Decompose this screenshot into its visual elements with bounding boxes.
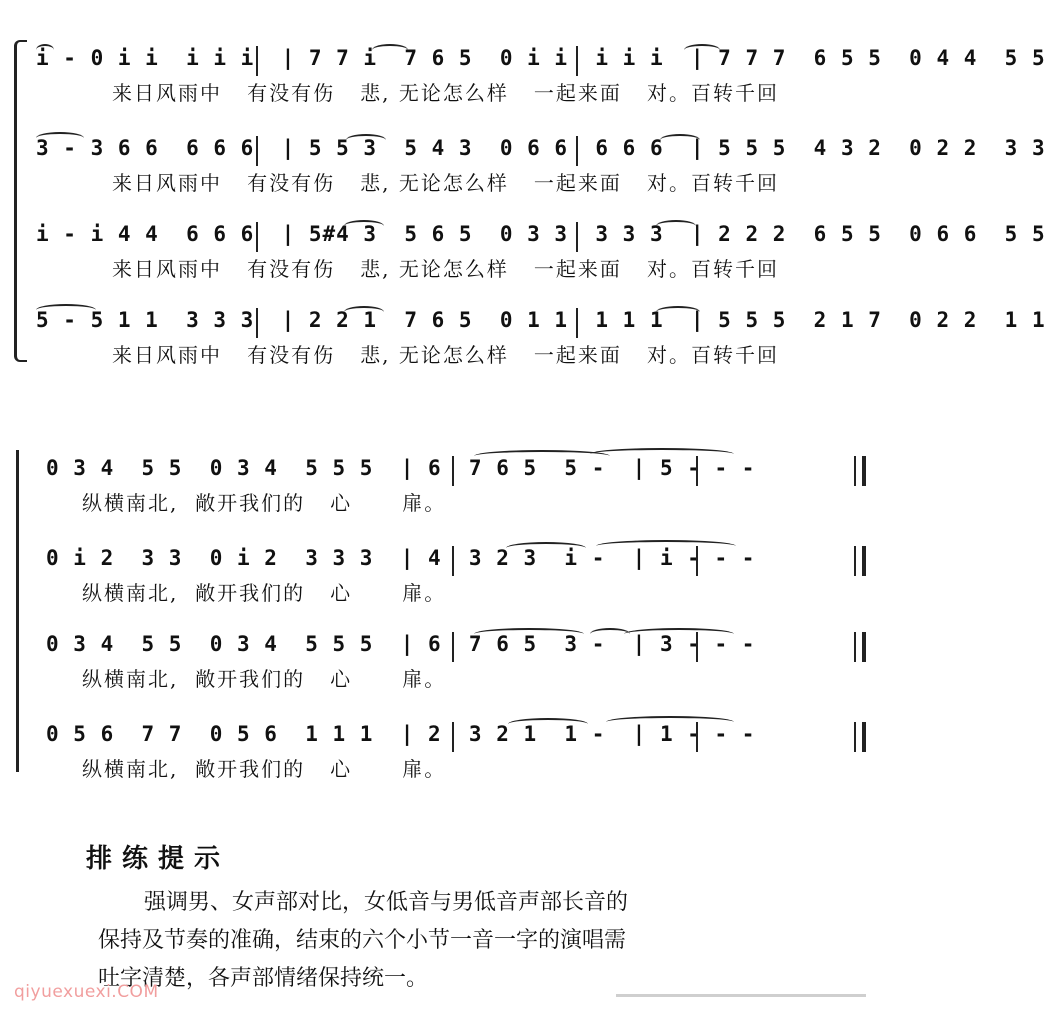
barline [452,722,454,752]
barline [576,222,578,252]
staff-lyrics: 纵横南北, 敞开我们的 心 扉。 [82,491,447,515]
staff-soprano [0,40,1046,116]
slur [624,628,734,640]
slur [344,306,384,318]
divider [616,994,866,997]
watermark: qiyuexuexi.COM [14,982,159,1002]
slur [346,134,386,146]
staff-bass [0,302,1046,378]
barline [452,546,454,576]
final-barline [854,632,866,662]
staff-notes: 0 i 2 3 3 0 i 2 3 3 3 | 4 3 2 3 i - | i - - - [46,546,756,570]
slur [344,220,384,232]
final-barline [854,546,866,576]
staff-notes: 0 3 4 5 5 0 3 4 5 5 5 | 6 7 6 5 5 - | 5 - - - [46,456,756,480]
barline [452,632,454,662]
staff-notes: 0 3 4 5 5 0 3 4 5 5 5 | 6 7 6 5 3 - | 3 - - - [46,632,756,656]
staff-notes: 3 - 3 6 6 6 6 6 | 5 5 3 5 4 3 0 6 6 6 6 6 | 5 5 5 4 3 2 0 2 2 3 3 [36,136,1046,160]
slur [474,628,584,640]
barline [576,136,578,166]
barline [576,46,578,76]
staff-notes: 0 5 6 7 7 0 5 6 1 1 1 | 2 3 2 1 1 - | 1 - - - [46,722,756,746]
staff-lyrics: 纵横南北, 敞开我们的 心 扉。 [82,667,447,691]
staff-notes: 5 - 5 1 1 3 3 3 | 2 2 1 7 6 5 0 1 1 1 1 1 | 5 5 5 2 1 7 0 2 2 1 1 [36,308,1046,332]
slur [372,44,408,56]
slur [656,220,696,232]
barline [452,456,454,486]
slur [508,718,588,730]
slur [596,540,736,552]
staff-lyrics: 来日风雨中 有没有伤 悲, 无论怎么样 一起来面 对。百转千回 [112,81,780,105]
staff-lyrics: 来日风雨中 有没有伤 悲, 无论怎么样 一起来面 对。百转千回 [112,257,780,281]
rehearsal-line-3: 吐字清楚，各声部情绪保持统一。 [98,966,429,991]
staff-tenor [0,626,880,702]
barline [256,222,258,252]
staff-alto [0,130,1046,206]
slur [590,448,734,460]
barline [696,456,698,486]
rehearsal-text [98,884,798,998]
staff-bass [0,716,880,792]
staff-lyrics: 来日风雨中 有没有伤 悲, 无论怎么样 一起来面 对。百转千回 [112,343,780,367]
barline [256,308,258,338]
staff-notes: i - i 4 4 6 6 6 | 5#4 3 5 6 5 0 3 3 3 3 3 | 2 2 2 6 5 5 0 6 6 5 5 [36,222,1046,246]
final-barline [854,722,866,752]
staff-alto [0,540,880,616]
rehearsal-heading: 排练提示 [86,844,231,874]
staff-lyrics: 来日风雨中 有没有伤 悲, 无论怎么样 一起来面 对。百转千回 [112,171,780,195]
rehearsal-line-1: 强调男、女声部对比，女低音与男低音声部长音的 [144,890,629,915]
staff-notes: i - 0 i i i i i | 7 7 i 7 6 5 0 i i i i i | 7 7 7 6 5 5 0 4 4 5 5 [36,46,1046,70]
barline [256,136,258,166]
rehearsal-line-2: 保持及节奏的准确，结束的六个小节一音一字的演唱需 [98,928,627,953]
slur [506,542,586,554]
staff-lyrics: 纵横南北, 敞开我们的 心 扉。 [82,757,447,781]
barline [576,308,578,338]
staff-tenor [0,216,1046,292]
staff-lyrics: 纵横南北, 敞开我们的 心 扉。 [82,581,447,605]
slur [656,306,700,318]
slur [606,716,734,728]
staff-soprano [0,450,880,526]
final-barline [854,456,866,486]
barline [256,46,258,76]
slur [660,134,700,146]
slur [684,44,720,56]
